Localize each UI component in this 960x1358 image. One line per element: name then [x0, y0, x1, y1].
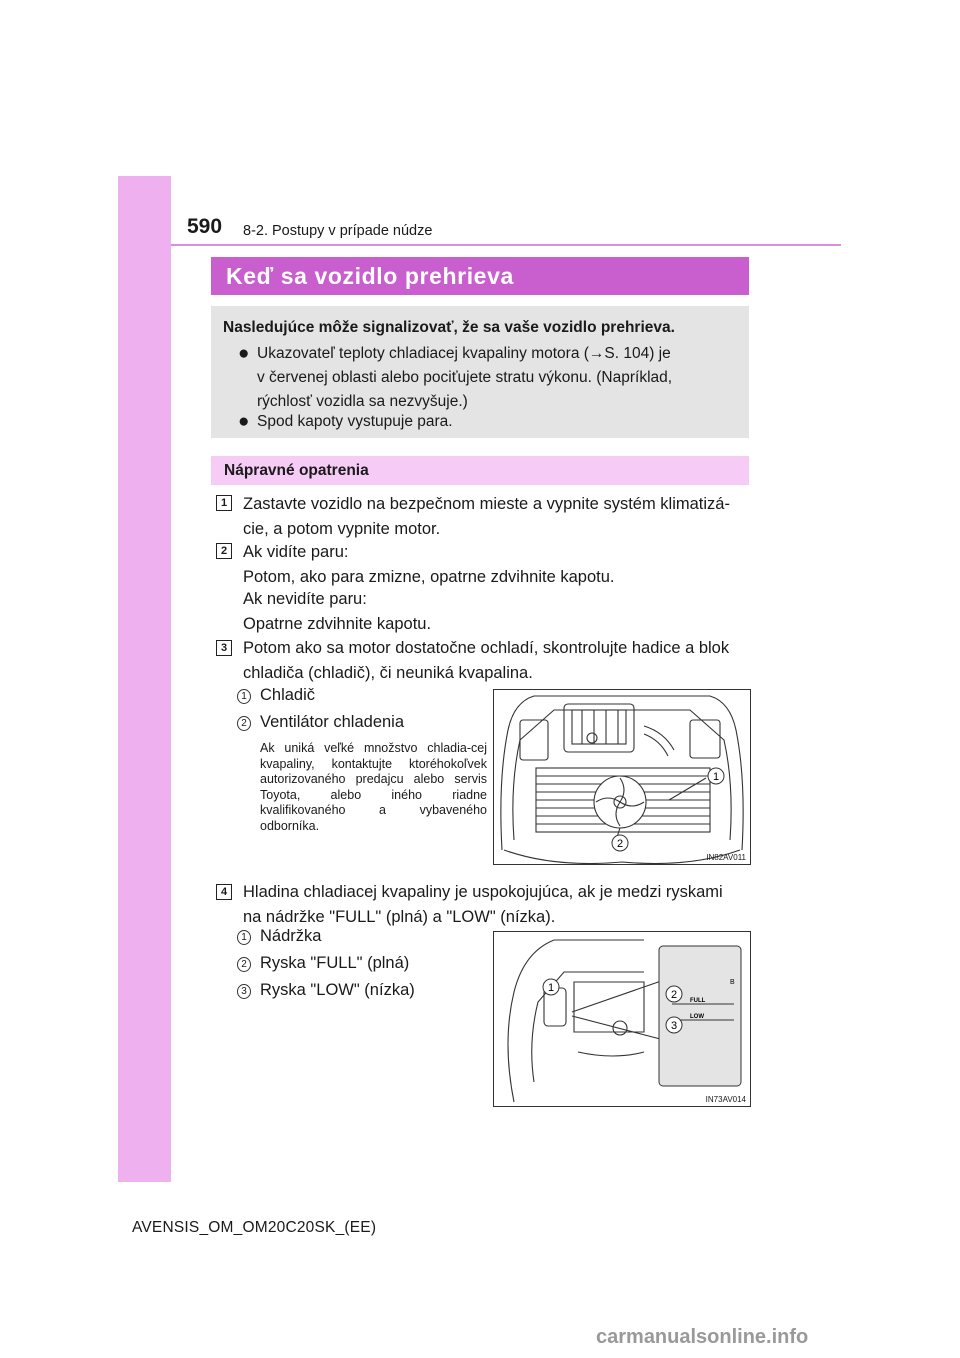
item-low-line: Ryska "LOW" (nízka) [260, 981, 415, 999]
item-number-2: 2 [237, 957, 251, 972]
figure-code: IN73AV014 [705, 1095, 746, 1104]
page-number: 590 [187, 215, 223, 238]
full-mark: FULL [690, 998, 706, 1004]
item-reservoir: Nádržka [260, 927, 322, 945]
section-title: 8-2. Postupy v prípade núdze [243, 223, 433, 239]
step-4-text: Hladina chladiacej kvapaliny je uspokojujúca, ak je medzi ryskami na nádržke "FULL" (plná) a "LOW" (nízka). [243, 883, 723, 926]
item-number-3: 3 [237, 984, 251, 999]
item-radiator: Chladič [260, 686, 316, 704]
item-full-line: Ryska "FULL" (plná) [260, 954, 410, 972]
leak-note: Ak uniká veľké množstvo chladia-cej kvapaliny, kontaktujte ktoréhokoľvek autorizovaného predajcu alebo servis Toyota, alebo iného riadne kvalifikovaného a vybaveného odborníka. [260, 741, 487, 833]
symptoms-lead: Nasledujúce môže signalizovať, že sa vaše vozidlo prehrieva. [223, 319, 675, 336]
step-3-number: 3 [216, 640, 232, 656]
item-cooling-fan: Ventilátor chladenia [260, 713, 405, 731]
watermark: carmanualsonline.info [596, 1326, 809, 1348]
callout-3: 3 [670, 1020, 678, 1032]
footer-doc-id: AVENSIS_OM_OM20C20SK_(EE) [132, 1219, 377, 1236]
step-4-number: 4 [216, 884, 232, 900]
bullet-icon: ● [238, 411, 250, 432]
step-1-number: 1 [216, 495, 232, 511]
header-divider [171, 244, 841, 246]
callout-1: 1 [547, 982, 555, 994]
callout-2: 2 [616, 838, 624, 850]
step-2-text: Ak vidíte paru: Potom, ako para zmizne, opatrne zdvihnite kapotu. [243, 543, 615, 586]
callout-1: 1 [712, 771, 720, 783]
reservoir-illustration [493, 931, 751, 1107]
symptom-bullet-2-text: Spod kapoty vystupuje para. [257, 413, 453, 430]
symptom-bullet-1-line-2: v červenej oblasti alebo pociťujete stratu výkonu. (Napríklad, [257, 369, 673, 386]
arrow-icon: → [588, 345, 605, 362]
callout-2: 2 [670, 989, 678, 1001]
symptoms-box: Nasledujúce môže signalizovať, že sa vaše vozidlo prehrieva. ● Ukazovateľ teploty chladiacej kvapaliny motora (→S. 104) je v červenej oblasti alebo pociťujete stratu výkonu. (Napríklad, rýchlosť vozidla sa nezvyšuje.) ● Spod kapoty vystupuje para. [211, 306, 749, 438]
figure-code: IN82AV011 [706, 853, 746, 862]
engine-bay-drawing [494, 690, 750, 864]
symptom-bullet-1-line-3: rýchlosť vozidla sa nezvyšuje.) [257, 393, 468, 410]
page-title-bar [211, 257, 749, 295]
corrective-heading: Nápravné opatrenia [224, 462, 369, 479]
b-mark: B [730, 979, 735, 986]
chapter-sidebar-tab [118, 176, 171, 1182]
reservoir-drawing [494, 932, 750, 1106]
corrective-heading-bar [211, 456, 749, 485]
low-mark: LOW [690, 1014, 704, 1020]
item-number-1: 1 [237, 689, 251, 704]
bullet-icon: ● [238, 343, 250, 364]
radiator-illustration [493, 689, 751, 865]
step-2-alt-text: Ak nevidíte paru: Opatrne zdvihnite kapotu. [243, 590, 432, 633]
item-number-1: 1 [237, 930, 251, 945]
step-1-text: Zastavte vozidlo na bezpečnom mieste a vypnite systém klimatizá- cie, a potom vypnite motor. [243, 495, 730, 538]
item-number-2: 2 [237, 716, 251, 731]
step-2-number: 2 [216, 543, 232, 559]
step-3-text: Potom ako sa motor dostatočne ochladí, skontrolujte hadice a blok chladiča (chladič), či neuniká kvapalina. [243, 639, 730, 682]
page-title: Keď sa vozidlo prehrieva [226, 263, 514, 289]
